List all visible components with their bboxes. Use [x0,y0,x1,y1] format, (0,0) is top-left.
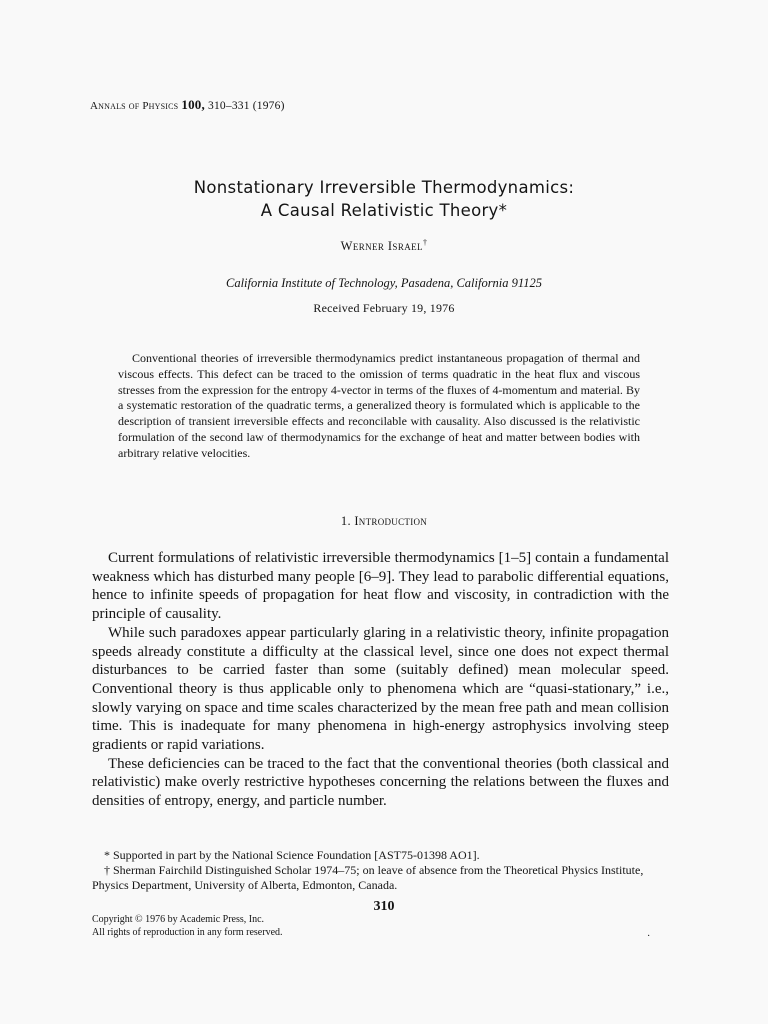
section-heading [0,514,768,529]
author-footnote-mark: † [422,238,428,247]
copyright-notice [92,914,283,939]
received-date: Received February 19, 1976 [313,301,455,315]
author [0,238,768,254]
title-line-2: A Causal Relativistic Theory* [260,201,508,220]
copyright-line-1: Copyright © 1976 by Academic Press, Inc. [92,914,265,925]
copyright-line-2: All rights of reproduction in any form reserved. [92,926,283,938]
footnote-author: † Sherman Fairchild Distinguished Scholar 1974–75; on leave of absence from the Theoretical Physics Institute, Physics Department, University of Alberta, Edmonton, Canada. [92,863,644,892]
footnotes [92,848,669,893]
title-line-1: Nonstationary Irreversible Thermodynamics: [193,178,575,197]
page-number: 310 [373,899,395,914]
scan-speck: · [647,931,651,942]
journal-name: Annals of Physics [90,100,179,112]
section-number: 1. [340,514,351,528]
body-text [92,549,669,811]
journal-header [90,97,285,113]
body-paragraph: Current formulations of relativistic irreversible thermodynamics [1–5] contain a fundamental weakness which has disturbed many people [6–9]. They lead to parabolic differential equations, hence to infinite speeds of propagation for heat flow and viscosity, in contradiction with the principle of causality. [92,550,669,623]
section-title: Introduction [354,514,428,528]
abstract: Conventional theories of irreversible thermodynamics predict instantaneous propagation of thermal and viscous effects. This defect can be traced to the omission of terms quadratic in the heat flux and viscous stresses from the expression for the entropy 4-vector in terms of the fluxes of 4-momentum and material. By a systematic restoration of the quadratic terms, a generalized theory is formulated which is applicable to the description of transient irreversible effects and reconcilable with causality. Also discussed is the relativistic formulation of the second law of thermodynamics for the exchange of heat and matter between bodies with arbitrary relative velocities. [118,351,640,460]
footnote-support: * Supported in part by the National Science Foundation [AST75-01398 AO1]. [104,848,480,862]
affiliation: California Institute of Technology, Pasadena, California 91125 [226,276,542,290]
body-paragraph: These deficiencies can be traced to the fact that the conventional theories (both classical and relativistic) make overly restrictive hypotheses concerning the relations between the fluxes and densities of entropy, energy, and particle number. [92,755,669,810]
journal-pages-year: 310–331 (1976) [208,100,285,112]
body-paragraph: While such paradoxes appear particularly glaring in a relativistic theory, infinite propagation speeds already constitute a difficulty at the classical level, since one does not expect thermal disturbances to be carried faster than some (suitably defined) mean molecular speed. Conventional theory is thus applicable only to phenomena which are “quasi-stationary,” i.e., slowly varying on space and time scales characterized by the mean free path and mean collision time. This is inadequate for many phenomena in high-energy astrophysics involving steep gradients or rapid variations. [92,624,669,754]
paper-title [120,176,648,222]
author-name: Werner Israel [340,239,423,254]
journal-volume: 100, [181,97,205,112]
